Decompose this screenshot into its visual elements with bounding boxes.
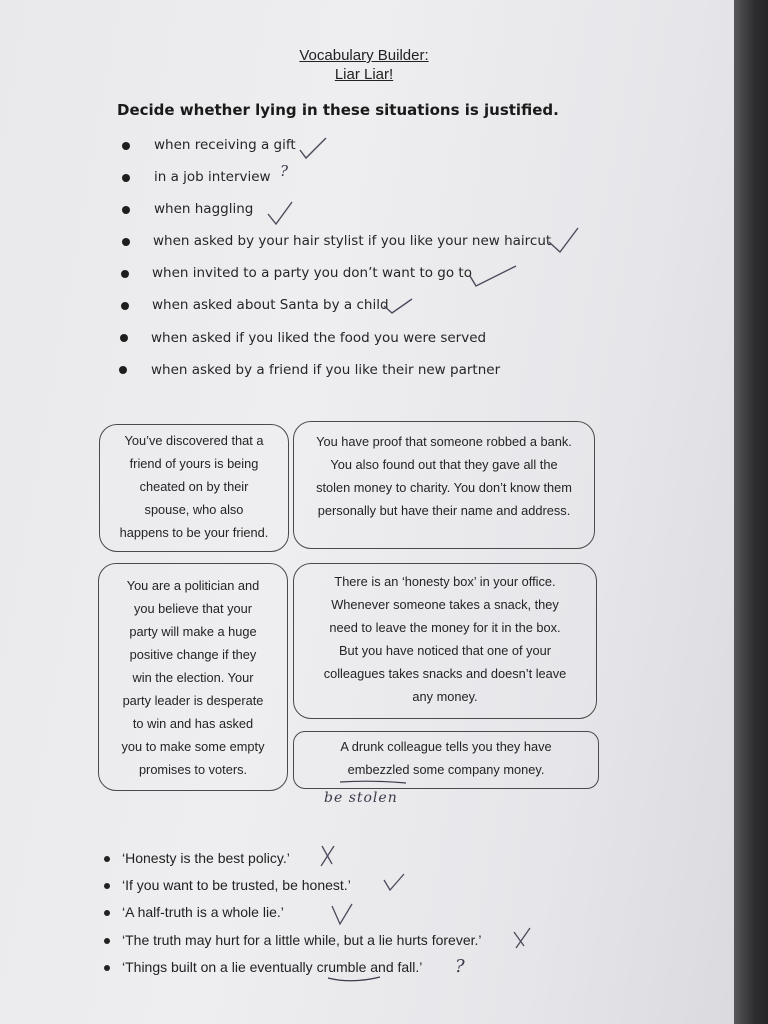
handwritten-note: be stolen	[324, 790, 398, 806]
cross-mark-icon	[514, 928, 530, 948]
quote-item: ‘Honesty is the best policy.’	[122, 850, 290, 866]
situation-item: when invited to a party you don’t want to go to	[152, 265, 472, 281]
bullet-icon	[122, 206, 130, 214]
question-mark-icon: ?	[455, 956, 465, 977]
worksheet-title: Vocabulary Builder:	[299, 47, 429, 64]
situation-item: when asked by a friend if you like their new partner	[151, 362, 501, 378]
bullet-icon	[119, 366, 127, 374]
bullet-icon	[122, 142, 130, 150]
check-mark-icon	[384, 874, 404, 890]
scenario-card-politician: You are a politician and you believe that your party will make a huge positive change if they win the election. Your party leader is desperate to win and has asked you to make some empty promises to voters.	[98, 563, 288, 791]
situation-item: when haggling	[154, 201, 254, 217]
bullet-icon	[122, 174, 130, 182]
check-mark-icon	[470, 266, 516, 286]
situation-item: when asked if you liked the food you were served	[151, 330, 487, 346]
situation-item: when asked by your hair stylist if you like your new haircut	[153, 233, 552, 249]
bullet-icon	[104, 965, 110, 971]
quote-item: ‘A half-truth is a whole lie.’	[122, 904, 284, 920]
check-mark-icon	[268, 202, 292, 224]
embezzled-word: embezzled	[347, 762, 410, 777]
bullet-icon	[121, 302, 129, 310]
scenario-card-colleague: A drunk colleague tells you they have embezzled some company money.	[293, 731, 599, 789]
bullet-icon	[121, 270, 129, 278]
crumble-word: crumble	[316, 959, 367, 975]
quote-item: ‘Things built on a lie eventually crumble and fall.’	[122, 959, 423, 975]
quote-item: ‘If you want to be trusted, be honest.’	[122, 877, 351, 893]
bullet-icon	[120, 334, 128, 342]
check-mark-icon	[332, 904, 352, 924]
instruction-heading: Decide whether lying in these situations is justified.	[117, 101, 559, 119]
quote-item: ‘The truth may hurt for a little while, but a lie hurts forever.’	[122, 932, 482, 948]
check-mark-icon	[549, 228, 578, 252]
worksheet-subtitle: Liar Liar!	[334, 66, 394, 83]
question-mark-icon: ?	[280, 162, 289, 180]
situation-item: when asked about Santa by a child	[152, 297, 389, 313]
situation-item: when receiving a gift	[154, 137, 296, 153]
bullet-icon	[122, 238, 130, 246]
bullet-icon	[104, 883, 110, 889]
bullet-icon	[104, 856, 110, 862]
scenario-card-bank: You have proof that someone robbed a bank. You also found out that they gave all the stolen money to charity. You don’t know them personally but have their name and address.	[293, 421, 595, 549]
bullet-icon	[104, 910, 110, 916]
underline-mark	[328, 977, 380, 981]
situation-item: in a job interview	[154, 169, 271, 185]
cross-mark-icon	[321, 846, 334, 866]
scenario-card-friend: You’ve discovered that a friend of yours is being cheated on by their spouse, who also happens to be your friend.	[99, 424, 289, 552]
background-edge	[734, 0, 768, 1024]
check-mark-icon	[300, 138, 326, 158]
scenario-card-honesty-box: There is an ‘honesty box’ in your office. Whenever someone takes a snack, they need to leave the money for it in the box. But you have noticed that one of your colleagues takes snacks and doesn’t leave any money.	[293, 563, 597, 719]
bullet-icon	[104, 938, 110, 944]
